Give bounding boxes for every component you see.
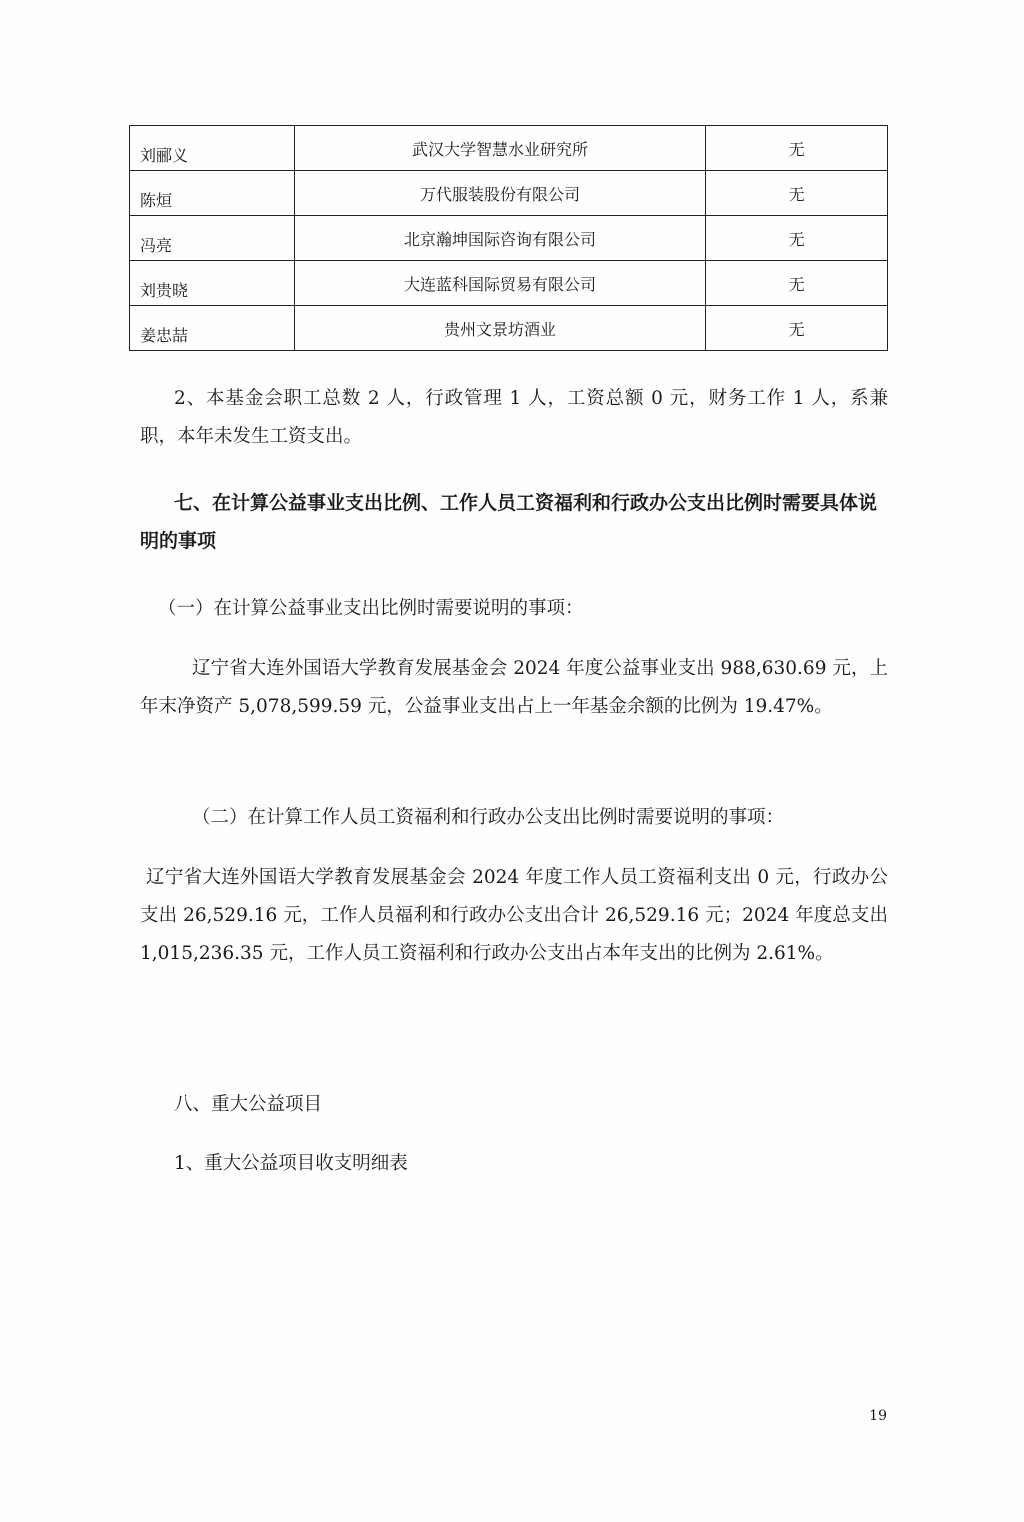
member-organization-cell: 大连蓝科国际贸易有限公司 [294,261,705,306]
member-name-cell: 姜忠喆 [130,306,295,351]
member-name-cell: 冯亮 [130,216,295,261]
member-organization-cell: 万代服装股份有限公司 [294,171,705,216]
member-name-cell: 陈烜 [130,171,295,216]
table-row [130,306,888,351]
table-row [130,126,888,171]
member-name-cell: 刘郦义 [130,126,295,171]
member-flag-cell: 无 [706,126,888,171]
section-7-paragraph-1: 辽宁省大连外国语大学教育发展基金会 2024 年度公益事业支出 988,630.69 元，上年末净资产 5,078,599.59 元，公益事业支出占上一年基金余额的比例为 19.47%。 [140,658,888,717]
page-number: 19 [869,1408,887,1424]
member-name-cell: 刘贵晓 [130,261,295,306]
member-organization-cell: 北京瀚坤国际咨询有限公司 [294,216,705,261]
member-organization-cell: 武汉大学智慧水业研究所 [294,126,705,171]
staff-paragraph: 2、本基金会职工总数 2 人，行政管理 1 人，工资总额 0 元，财务工作 1 人，系兼职，本年未发生工资支出。 [140,388,888,447]
section-7-heading: 七、在计算公益事业支出比例、工作人员工资福利和行政办公支出比例时需要具体说明的事项 [140,492,878,552]
member-flag-cell: 无 [706,216,888,261]
member-flag-cell: 无 [706,171,888,216]
section-7-subheading-1: （一）在计算公益事业支出比例时需要说明的事项： [158,598,584,619]
table-row [130,171,888,216]
member-organization-cell: 贵州文景坊酒业 [294,306,705,351]
table-row [130,216,888,261]
table-row [130,261,888,306]
section-8-heading: 八、重大公益项目 [174,1094,323,1115]
section-7-paragraph-2: 辽宁省大连外国语大学教育发展基金会 2024 年度工作人员工资福利支出 0 元，行政办公支出 26,529.16 元，工作人员福利和行政办公支出合计 26,529.16 元；2024 年度总支出 1,015,236.35 元，工作人员工资福利和行政办公支出占本年支出的比例为 2.61%。 [140,867,888,964]
section-8-subheading-1: 1、重大公益项目收支明细表 [174,1153,408,1174]
member-affiliation-table [129,125,888,351]
section-7-subheading-2: （二）在计算工作人员工资福利和行政办公支出比例时需要说明的事项： [192,807,785,828]
member-flag-cell: 无 [706,261,888,306]
member-flag-cell: 无 [706,306,888,351]
